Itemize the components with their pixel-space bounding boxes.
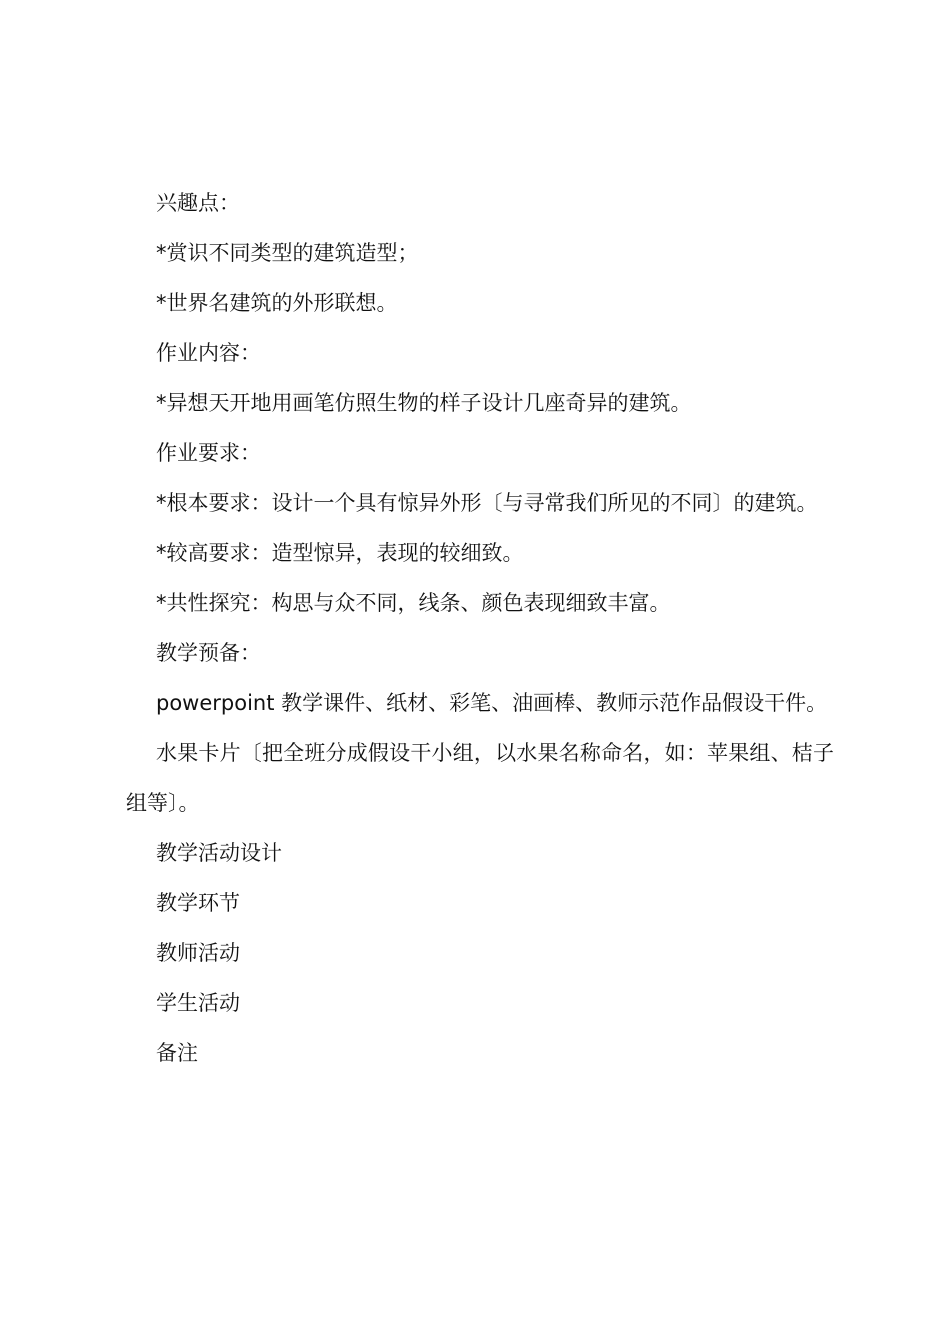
table-header-cell: 备注 xyxy=(156,1041,198,1065)
table-header-cell: 学生活动 xyxy=(156,991,240,1015)
document-body xyxy=(126,178,834,1078)
heading-activity-design: 教学活动设计 xyxy=(156,841,282,865)
list-item: *异想天开地用画笔仿照生物的样子设计几座奇异的建筑。 xyxy=(156,391,692,415)
heading-assignment-content: 作业内容： xyxy=(156,341,261,365)
list-item: *较高要求：造型惊异，表现的较细致。 xyxy=(156,541,524,565)
table-header-cell: 教学环节 xyxy=(156,891,240,915)
heading-interest-points: 兴趣点： xyxy=(156,191,240,215)
heading-assignment-requirements: 作业要求： xyxy=(156,441,261,465)
list-item: *共性探究：构思与众不同，线条、颜色表现细致丰富。 xyxy=(156,591,671,615)
heading-teaching-preparation: 教学预备： xyxy=(156,641,261,665)
list-item: *世界名建筑的外形联想。 xyxy=(156,291,398,315)
list-item: *赏识不同类型的建筑造型； xyxy=(156,241,419,265)
list-item: *根本要求：设计一个具有惊异外形〔与寻常我们所见的不同〕的建筑。 xyxy=(156,491,818,515)
table-header-cell: 教师活动 xyxy=(156,941,240,965)
paragraph: powerpoint 教学课件、纸材、彩笔、油画棒、教师示范作品假设干件。 xyxy=(156,691,828,715)
paragraph: 水果卡片〔把全班分成假设干小组，以水果名称命名，如：苹果组、桔子组等〕。 xyxy=(126,741,834,815)
